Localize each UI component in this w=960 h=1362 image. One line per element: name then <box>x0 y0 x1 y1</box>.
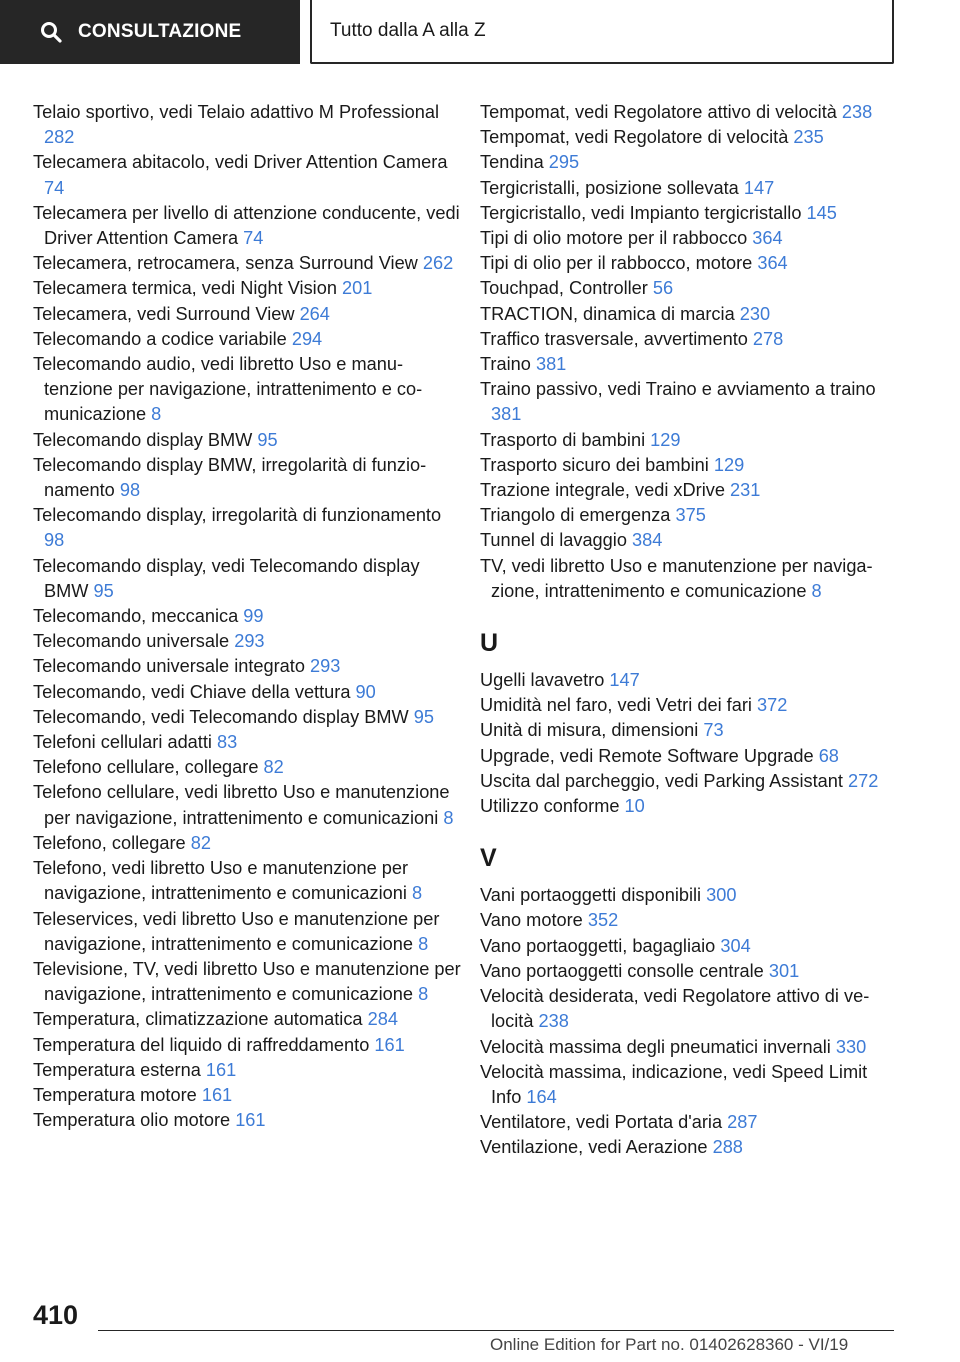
page-link[interactable]: 384 <box>632 530 663 551</box>
page-link[interactable]: 293 <box>234 631 265 652</box>
page-link[interactable]: 8 <box>418 984 429 1005</box>
index-entry-term: Ugelli lavavetro <box>480 670 605 691</box>
index-entry-term: Upgrade, vedi Remote Software Upgrade <box>480 745 814 766</box>
index-entry <box>480 478 900 503</box>
index-entry <box>33 352 463 428</box>
index-entry-term: Ventilazione, vedi Aerazione <box>480 1137 708 1158</box>
index-entry <box>33 907 463 957</box>
page-link[interactable]: 293 <box>310 656 341 677</box>
index-entry-term: Vano portaoggetti, bagagliaio <box>480 935 716 956</box>
index-entry <box>480 251 900 276</box>
index-entry-term: Telefono cellulare, vedi libretto Uso e manutenzione per navigazione, intrattenimento e comunicazioni <box>33 782 450 828</box>
index-entry-term: Tunnel di lavaggio <box>480 530 627 551</box>
index-entry-term: Telecomando, meccanica <box>33 606 239 627</box>
index-entry <box>33 831 463 856</box>
index-entry-term: Trazione integrale, vedi xDrive <box>480 480 725 501</box>
page-link[interactable]: 282 <box>44 127 75 148</box>
index-entry <box>480 1135 900 1160</box>
index-entry <box>480 718 900 743</box>
index-entry <box>33 957 463 1007</box>
index-entry <box>33 428 463 453</box>
index-entry <box>33 453 463 503</box>
page-number: 410 <box>33 1300 79 1330</box>
index-entry-term: Tempomat, vedi Regolatore di velocità <box>480 127 789 148</box>
index-entry-term: Telecamera, vedi Surround View <box>33 303 295 324</box>
index-entry-term: Telecomando, vedi Chiave della vettura <box>33 681 351 702</box>
index-entry <box>480 125 900 150</box>
index-entry <box>480 453 900 478</box>
page-link[interactable]: 272 <box>848 770 879 791</box>
page-link[interactable]: 98 <box>119 480 141 501</box>
index-entry-term: Tempomat, vedi Regolatore attivo di velocità <box>480 102 837 122</box>
index-entry <box>480 150 900 175</box>
page-link[interactable]: 8 <box>443 807 454 828</box>
index-group-u <box>480 668 900 819</box>
index-entry <box>480 302 900 327</box>
page-link[interactable]: 375 <box>675 505 706 526</box>
index-entry <box>33 604 463 629</box>
page-link[interactable]: 56 <box>652 278 674 299</box>
page-link[interactable]: 74 <box>44 177 65 198</box>
index-entry-term: Telecamera termica, vedi Night Vision <box>33 278 337 299</box>
index-entry <box>33 705 463 730</box>
page-link[interactable]: 10 <box>624 796 645 817</box>
page-link[interactable]: 300 <box>706 885 737 906</box>
page-link[interactable]: 381 <box>491 404 522 425</box>
index-entry-term: Telecomando display, vedi Telecomando display BMW <box>33 555 420 601</box>
index-entry-term: Vano motore <box>480 910 583 931</box>
page-link[interactable]: 145 <box>806 202 837 223</box>
index-entry <box>480 428 900 453</box>
page-link[interactable]: 73 <box>703 720 724 741</box>
page-link[interactable]: 147 <box>609 670 640 691</box>
index-entry-term: Unità di misura, dimensioni <box>480 720 699 741</box>
index-entry <box>33 856 463 906</box>
index-column-right <box>480 100 900 1161</box>
page-link[interactable]: 381 <box>535 354 567 375</box>
index-entry <box>480 769 900 794</box>
index-entry <box>480 176 900 201</box>
letter-heading-v: V <box>480 844 497 873</box>
index-entry <box>480 959 900 984</box>
index-entry-term: Velocità massima degli pneumatici invernali <box>480 1036 831 1057</box>
page-link[interactable]: 161 <box>201 1084 233 1105</box>
page-link[interactable]: 264 <box>299 303 330 324</box>
index-entry-term: Tipi di olio motore per il rabbocco <box>480 228 748 249</box>
page-link[interactable]: 161 <box>205 1059 237 1080</box>
index-entry <box>33 730 463 755</box>
index-entry <box>480 1060 900 1110</box>
index-entry <box>33 100 463 150</box>
page-link[interactable]: 294 <box>291 328 323 349</box>
index-entry <box>480 352 900 377</box>
index-entry-term: Traino <box>480 354 531 375</box>
index-entry <box>33 251 463 276</box>
page-link[interactable]: 161 <box>374 1034 405 1055</box>
index-entry <box>33 1007 463 1032</box>
index-entry <box>33 327 463 352</box>
index-entry-term: Telecomando universale <box>33 631 230 652</box>
page-link[interactable]: 95 <box>413 706 435 727</box>
index-entry <box>33 780 463 830</box>
index-entry-term: Utilizzo conforme <box>480 796 620 817</box>
index-entry-term: Telefono cellulare, collegare <box>33 757 259 778</box>
index-entry-term: TV, vedi libretto Uso e manutenzione per navigazione, intrattenimento e comunicazione <box>480 555 873 601</box>
index-entry <box>33 150 463 200</box>
index-entry-term: Trasporto sicuro dei bambini <box>480 454 709 475</box>
page-link[interactable]: 287 <box>727 1112 758 1133</box>
index-entry-term: Telaio sportivo, vedi Telaio adattivo M Professional <box>33 102 440 122</box>
index-entry-term: Traino passivo, vedi Traino e avviamento a traino <box>480 379 876 400</box>
page-link[interactable]: 129 <box>713 454 745 475</box>
index-entry-term: Telecomando universale integrato <box>33 656 305 677</box>
page-link[interactable]: 372 <box>757 695 788 716</box>
page-link[interactable]: 129 <box>650 429 681 450</box>
index-entry-term: Ventilatore, vedi Portata d'aria <box>480 1112 723 1133</box>
index-entry <box>480 693 900 718</box>
index-column-left <box>33 100 463 1133</box>
index-entry <box>480 327 900 352</box>
page-link[interactable]: 230 <box>739 303 771 324</box>
page-link[interactable]: 90 <box>355 681 376 702</box>
index-entry <box>33 554 463 604</box>
page-link[interactable]: 288 <box>712 1137 743 1158</box>
index-entry <box>33 1033 463 1058</box>
page-link[interactable]: 295 <box>548 152 580 173</box>
index-entry-term: TRACTION, dinamica di marcia <box>480 303 735 324</box>
index-entry-term: Touchpad, Controller <box>480 278 648 299</box>
page-link[interactable]: 262 <box>422 253 454 274</box>
index-entry-term: Telecomando a codice variabile <box>33 328 287 349</box>
index-entry <box>33 503 463 553</box>
index-entry-term: Tergicristalli, posizione sollevata <box>480 177 739 198</box>
page-link[interactable]: 82 <box>263 757 284 778</box>
index-entry-term: Vano portaoggetti consolle centrale <box>480 960 764 981</box>
index-entry-term: Temperatura motore <box>33 1084 197 1105</box>
index-entry <box>33 654 463 679</box>
index-entry-term: Vani portaoggetti disponibili <box>480 885 702 906</box>
index-entry-term: Telecomando display BMW, irregolarità di funzionamento <box>33 454 427 501</box>
index-entry <box>33 755 463 780</box>
index-entry <box>33 276 463 301</box>
page-link[interactable]: 8 <box>811 580 822 601</box>
index-entry-term: Telefoni cellulari adatti <box>33 732 212 753</box>
letter-heading-u: U <box>480 629 499 658</box>
index-entry-term: Telecamera per livello di attenzione conducente, vedi Driver Attention Camera <box>33 202 460 249</box>
page-link[interactable]: 352 <box>587 910 619 931</box>
section-tab[interactable] <box>0 0 300 64</box>
index-entry <box>480 201 900 226</box>
index-entry <box>480 276 900 301</box>
index-entry <box>33 201 463 251</box>
page-link[interactable]: 8 <box>412 883 423 904</box>
chapter-title: Tutto dalla A alla Z <box>330 20 486 41</box>
page-link[interactable]: 201 <box>342 278 373 299</box>
index-entry-term: Temperatura olio motore <box>33 1110 231 1131</box>
index-entry <box>480 883 900 908</box>
index-entry <box>480 554 900 604</box>
page-link[interactable]: 284 <box>367 1009 398 1030</box>
index-entry-term: Telecomando, vedi Telecomando display BMW <box>33 706 409 727</box>
index-group-t <box>480 100 900 604</box>
page-link[interactable]: 68 <box>818 745 839 766</box>
page-link[interactable]: 83 <box>217 732 238 753</box>
page-link[interactable]: 8 <box>151 404 162 425</box>
index-entry-term: Umidità nel faro, vedi Vetri dei fari <box>480 695 752 716</box>
page-link[interactable]: 238 <box>538 1011 569 1032</box>
search-icon <box>40 21 62 43</box>
index-entry-term: Temperatura del liquido di raffreddamento <box>33 1034 370 1055</box>
page-header <box>0 0 960 66</box>
footer-divider <box>98 1330 894 1331</box>
index-entry <box>480 934 900 959</box>
page-link[interactable]: 231 <box>730 480 761 501</box>
page-link[interactable]: 364 <box>752 228 783 249</box>
page-link[interactable]: 164 <box>526 1086 557 1107</box>
index-entry <box>480 226 900 251</box>
page-link[interactable]: 301 <box>768 960 800 981</box>
index-entry <box>480 794 900 819</box>
index-entry <box>480 668 900 693</box>
page-link[interactable]: 95 <box>93 580 114 601</box>
index-entry <box>480 744 900 769</box>
index-entry <box>480 100 900 125</box>
chapter-title-box <box>310 0 894 64</box>
index-entry-term: Telecamera abitacolo, vedi Driver Attention Camera <box>33 152 448 173</box>
page-link[interactable]: 95 <box>257 429 278 450</box>
index-entry-term: Telecomando audio, vedi libretto Uso e manutenzione per navigazione, intrattenimento e comunicazione <box>33 354 423 425</box>
index-entry-term: Telecomando display BMW <box>33 429 253 450</box>
index-entry <box>480 984 900 1034</box>
index-entry-term: Telecamera, retrocamera, senza Surround View <box>33 253 418 274</box>
index-entry-term: Teleservices, vedi libretto Uso e manutenzione per navigazione, intrattenimento e comunicazione <box>33 908 440 954</box>
page-link[interactable]: 364 <box>757 253 788 274</box>
page-link[interactable]: 238 <box>841 102 873 122</box>
page-link[interactable]: 278 <box>752 328 784 349</box>
index-entry-term: Telecomando display, irregolarità di funzionamento <box>33 505 442 526</box>
page-link[interactable]: 82 <box>190 832 211 853</box>
page-link[interactable]: 98 <box>44 530 65 551</box>
index-entry-term: Temperatura, climatizzazione automatica <box>33 1009 363 1030</box>
index-entry <box>33 1083 463 1108</box>
index-entry <box>33 1108 463 1133</box>
index-entry-term: Temperatura esterna <box>33 1059 201 1080</box>
page-link[interactable]: 161 <box>235 1110 266 1131</box>
index-entry <box>33 1058 463 1083</box>
index-entry-term: Traffico trasversale, avvertimento <box>480 328 748 349</box>
page-link[interactable]: 304 <box>720 935 751 956</box>
index-entry <box>33 629 463 654</box>
index-entry <box>480 503 900 528</box>
page-link[interactable]: 74 <box>243 228 264 249</box>
edition-note: Online Edition for Part no. 01402628360 - VI/19 <box>490 1335 849 1354</box>
index-entry <box>480 1110 900 1135</box>
index-entry-term: Tergicristallo, vedi Impianto tergicristallo <box>480 202 802 223</box>
page-link[interactable]: 8 <box>418 933 429 954</box>
index-entry <box>33 680 463 705</box>
index-entry-term: Uscita dal parcheggio, vedi Parking Assistant <box>480 770 843 791</box>
index-entry-term: Telefono, collegare <box>33 832 186 853</box>
index-entry-term: Tipi di olio per il rabbocco, motore <box>480 253 753 274</box>
index-entry-term: Triangolo di emergenza <box>480 505 671 526</box>
index-entry <box>480 377 900 427</box>
index-entry <box>480 1035 900 1060</box>
index-entry <box>480 528 900 553</box>
page-link[interactable]: 235 <box>793 127 824 148</box>
index-entry <box>480 908 900 933</box>
index-entry-term: Tendina <box>480 152 544 173</box>
index-entry-term: Telefono, vedi libretto Uso e manutenzione per navigazione, intrattenimento e comunicazioni <box>33 858 409 904</box>
index-group-v <box>480 883 900 1160</box>
index-entry-term: Velocità desiderata, vedi Regolatore attivo di velocità <box>480 986 870 1032</box>
index-entry <box>33 302 463 327</box>
page-link[interactable]: 330 <box>835 1036 867 1057</box>
index-entry-term: Velocità massima, indicazione, vedi Speed Limit Info <box>480 1061 868 1107</box>
index-entry-term: Televisione, TV, vedi libretto Uso e manutenzione per navigazione, intrattenimento e comunicazione <box>33 958 461 1005</box>
page-link[interactable]: 147 <box>743 177 775 198</box>
section-tab-label: CONSULTAZIONE <box>78 21 242 42</box>
index-entry-term: Trasporto di bambini <box>480 429 646 450</box>
page-link[interactable]: 99 <box>243 606 264 627</box>
